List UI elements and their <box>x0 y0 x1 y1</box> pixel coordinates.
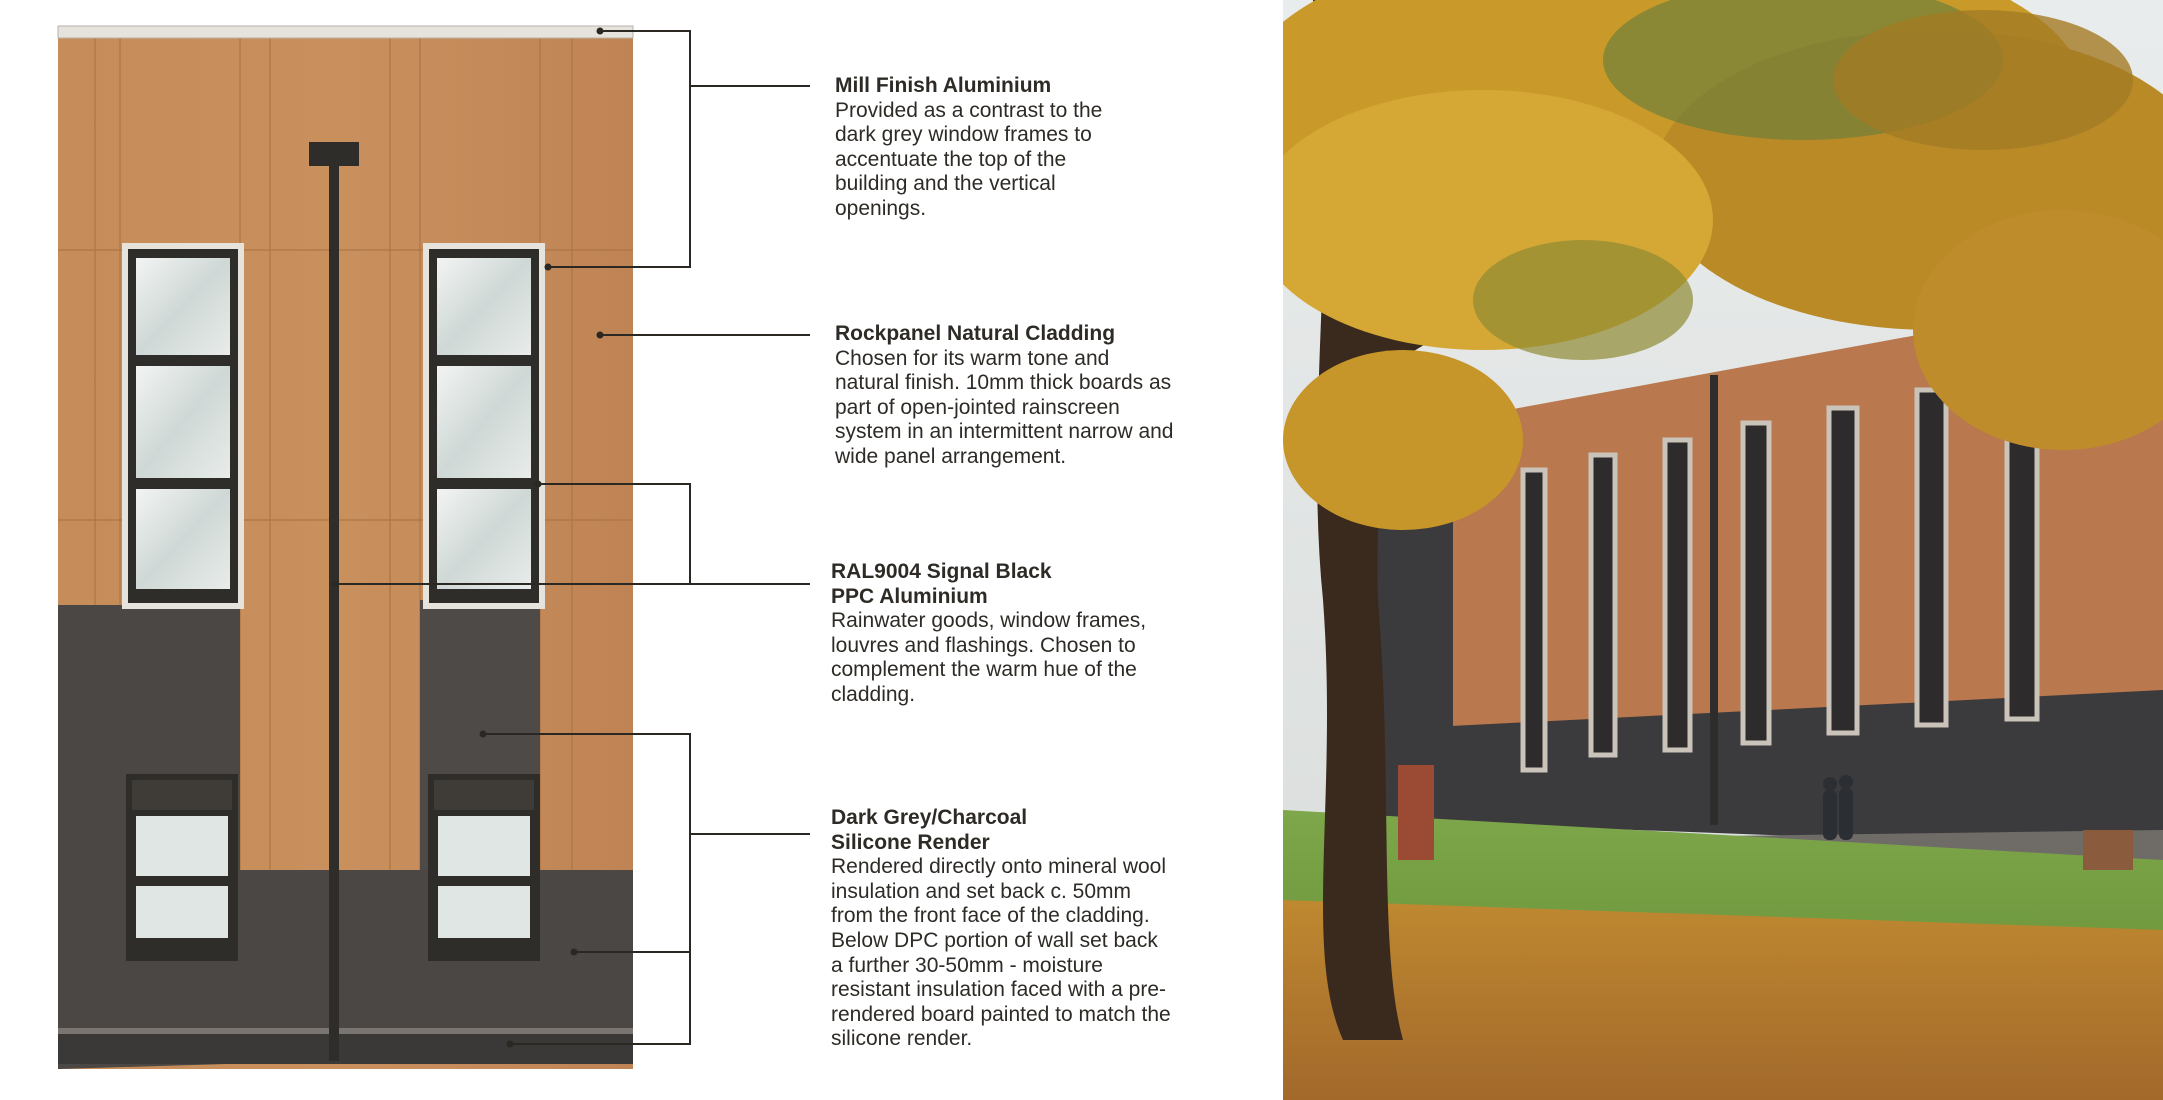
rainwater-downpipe <box>329 164 339 1061</box>
fallen-leaves <box>1283 900 2163 1100</box>
building-photograph <box>1283 0 2163 1100</box>
annotation-description: Provided as a contrast to the dark grey window frames to accentuate the top of the building and the vertical openings. <box>835 98 1103 220</box>
annotation-title: Mill Finish Aluminium <box>835 74 1052 97</box>
annotation-mill-finish-aluminium <box>835 74 1175 222</box>
right-window-column <box>423 243 545 961</box>
rainwater-hopper <box>309 142 359 166</box>
downpipe <box>1710 375 1718 825</box>
annotation-silicone-render <box>831 806 1171 1052</box>
left-window-column <box>122 243 244 961</box>
annotation-title-line2: PPC Aluminium <box>831 584 988 608</box>
annotation-title-line1: Dark Grey/Charcoal <box>831 806 1028 829</box>
lower-render-strip <box>58 1034 633 1064</box>
annotation-signal-black-aluminium <box>831 560 1171 708</box>
annotation-description: Rainwater goods, window frames, louvres and flashings. Chosen to complement the warm hue of the cladding. <box>831 609 1147 706</box>
mill-finish-coping <box>58 26 633 38</box>
annotation-rockpanel-cladding <box>835 322 1175 470</box>
annotation-description: Chosen for its warm tone and natural finish. 10mm thick boards as part of open-jointed rainscreen system in an intermittent narrow and wide panel arrangement. <box>835 346 1174 468</box>
annotation-title: Rockpanel Natural Cladding <box>835 322 1116 345</box>
annotation-title-line2: Silicone Render <box>831 830 990 854</box>
planter <box>2083 830 2133 870</box>
annotation-description: Rendered directly onto mineral wool insulation and set back c. 50mm from the front face of the cladding. Below DPC portion of wall set back a further 30-50mm - moisture resistant insulation faced with a pre-rendered board painted to match the silicone render. <box>831 855 1171 1051</box>
brick-pillar <box>1398 765 1434 860</box>
annotation-title-line1: RAL9004 Signal Black <box>831 560 1052 583</box>
dpc-line <box>58 1028 633 1034</box>
